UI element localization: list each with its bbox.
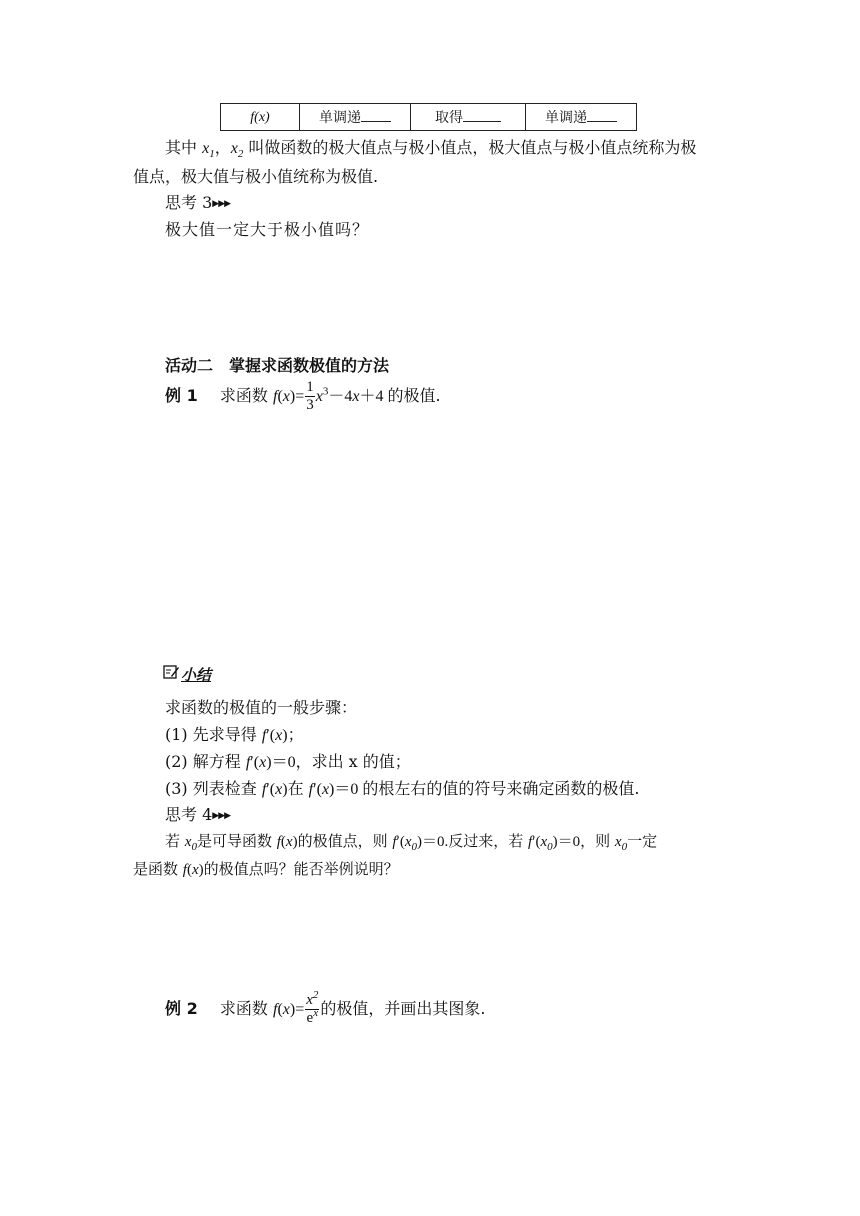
fraction-den: 3 bbox=[306, 397, 314, 413]
table-cell-text: 单调递 bbox=[319, 110, 361, 126]
math-paren: ) bbox=[198, 862, 204, 878]
text-span: 在 bbox=[287, 779, 309, 798]
think-3-question: 极大值一定大于极小值吗？ bbox=[165, 220, 370, 239]
paragraph-line bbox=[165, 135, 697, 161]
math-prime: ′( bbox=[313, 781, 322, 798]
table-cell bbox=[411, 104, 526, 131]
math-x0: $x_0$ bbox=[540, 834, 553, 853]
math-expr: )＝0 bbox=[266, 754, 296, 771]
math-f: f bbox=[392, 834, 397, 850]
math-x: x bbox=[275, 727, 283, 744]
math-prime: ′( bbox=[250, 754, 260, 771]
math-x: x bbox=[191, 862, 199, 878]
summary-step-3 bbox=[165, 776, 639, 799]
fraction-num: $x^2$ bbox=[306, 989, 319, 1008]
fraction-den: $e^x$ bbox=[306, 1007, 319, 1026]
text-span: (3) 列表检查 bbox=[165, 779, 262, 798]
text-span: 的极值，并画出其图象. bbox=[320, 999, 486, 1018]
text-span: 是函数 bbox=[133, 860, 183, 878]
text-span: 叫做函数的极大值点与极小值点，极大值点与极小值点统称为极 bbox=[243, 138, 697, 157]
triple-arrow-icon: ▶▶▶ bbox=[212, 811, 231, 821]
fill-blank bbox=[463, 108, 501, 122]
math-expr: )= bbox=[289, 1001, 305, 1018]
paragraph-line bbox=[133, 164, 378, 187]
fill-blank bbox=[361, 108, 391, 122]
math-paren: ( bbox=[280, 834, 286, 850]
pencil-note-icon bbox=[163, 664, 179, 680]
math-f: f bbox=[308, 781, 314, 798]
text-span: ，求出 x 的值； bbox=[295, 752, 411, 771]
math-f: f bbox=[276, 834, 281, 850]
think-label-text: 思考 4 bbox=[165, 805, 213, 824]
math-paren: ( bbox=[277, 1001, 283, 1018]
math-prime: ′( bbox=[532, 834, 541, 850]
math-x: x bbox=[315, 388, 323, 405]
math-fx: f bbox=[273, 388, 278, 405]
think-label-text: 思考 3 bbox=[165, 193, 213, 212]
table-row bbox=[221, 104, 637, 131]
math-prime: ′( bbox=[266, 727, 276, 744]
math-x2: $x_2$ bbox=[230, 140, 244, 161]
text-span: 是可导函数 bbox=[196, 832, 277, 850]
text-span: 一定 bbox=[627, 832, 658, 850]
math-x: x bbox=[259, 754, 267, 771]
math-paren: ) bbox=[292, 834, 298, 850]
text-span: 反过来，若 bbox=[448, 832, 529, 850]
example-1 bbox=[165, 380, 441, 413]
table-cell bbox=[526, 104, 637, 131]
summary-title: 小结 bbox=[181, 666, 212, 684]
math-paren: )； bbox=[282, 727, 304, 744]
text-span: 其中 bbox=[165, 138, 203, 157]
section-title: 活动二 掌握求函数极值的方法 bbox=[165, 356, 390, 375]
math-exp: 3 bbox=[322, 385, 329, 398]
text-span: 求函数 bbox=[219, 999, 273, 1018]
math-f: f bbox=[245, 754, 251, 771]
math-expr: )＝0 bbox=[329, 781, 363, 798]
text-span: ，则 bbox=[580, 832, 615, 850]
math-x: x bbox=[285, 834, 293, 850]
math-paren: ( bbox=[277, 388, 283, 405]
math-expr: )＝0. bbox=[416, 834, 449, 850]
fraction bbox=[305, 989, 319, 1026]
math-x: x bbox=[282, 1001, 290, 1018]
row-label-text: f(x) bbox=[250, 109, 270, 125]
think-3-label bbox=[165, 190, 230, 213]
math-x1: $x_1$ bbox=[202, 140, 215, 161]
math-x: x bbox=[282, 388, 290, 405]
table-row-label bbox=[221, 104, 300, 131]
math-f: f bbox=[261, 781, 267, 798]
math-fpx: f bbox=[261, 727, 267, 744]
fill-blank bbox=[587, 108, 617, 122]
math-f: f bbox=[182, 862, 187, 878]
think-4-label bbox=[165, 802, 230, 825]
text-span: 的极值点吗？能否举例说明？ bbox=[203, 860, 399, 878]
summary-intro: 求函数的极值的一般步骤： bbox=[165, 698, 358, 717]
math-f: f bbox=[273, 1001, 278, 1018]
math-paren: ) bbox=[282, 781, 288, 798]
math-comma: ， bbox=[214, 140, 231, 157]
example-2 bbox=[165, 989, 486, 1026]
text-span: 的极值点，则 bbox=[297, 832, 393, 850]
math-f: f bbox=[528, 834, 533, 850]
example-label: 例 1 bbox=[165, 386, 198, 405]
text-span: (1) 先求导得 bbox=[165, 725, 262, 744]
math-x: x bbox=[321, 781, 330, 798]
math-prime: ′( bbox=[266, 781, 276, 798]
monotonicity-table bbox=[220, 103, 637, 131]
fraction bbox=[305, 380, 315, 413]
math-expr: －4 bbox=[328, 388, 353, 405]
math-x0: $x_0$ bbox=[614, 834, 628, 853]
example-label: 例 2 bbox=[165, 999, 198, 1018]
math-x: x bbox=[275, 781, 283, 798]
math-expr: )＝0 bbox=[552, 834, 581, 850]
math-x0: $x_0$ bbox=[404, 834, 417, 853]
fraction-num: 1 bbox=[306, 379, 314, 395]
math-x0: $x_0$ bbox=[184, 834, 197, 853]
math-paren: )= bbox=[289, 388, 305, 405]
text-span: 若 bbox=[165, 832, 185, 850]
text-span: (2) 解方程 bbox=[165, 752, 246, 771]
summary-step-2 bbox=[165, 749, 411, 772]
think-4-line-2 bbox=[133, 858, 399, 879]
table-cell-text: 单调递 bbox=[545, 110, 587, 126]
triple-arrow-icon: ▶▶▶ bbox=[212, 199, 231, 209]
think-4-line-1 bbox=[165, 830, 657, 851]
summary-step-1 bbox=[165, 722, 304, 745]
table-cell bbox=[300, 104, 411, 131]
text-span: 的极值. bbox=[387, 386, 441, 405]
math-paren: ( bbox=[186, 862, 192, 878]
math-expr: ＋4 bbox=[359, 388, 388, 405]
text-span: 求函数 bbox=[219, 386, 273, 405]
table-cell-text: 取得 bbox=[435, 110, 463, 126]
text-span: 的根左右的值的符号来确定函数的极值. bbox=[362, 779, 640, 798]
math-x: x bbox=[352, 388, 360, 405]
text-span: 值点，极大值与极小值统称为极值. bbox=[133, 167, 379, 186]
math-prime: ′( bbox=[396, 834, 405, 850]
